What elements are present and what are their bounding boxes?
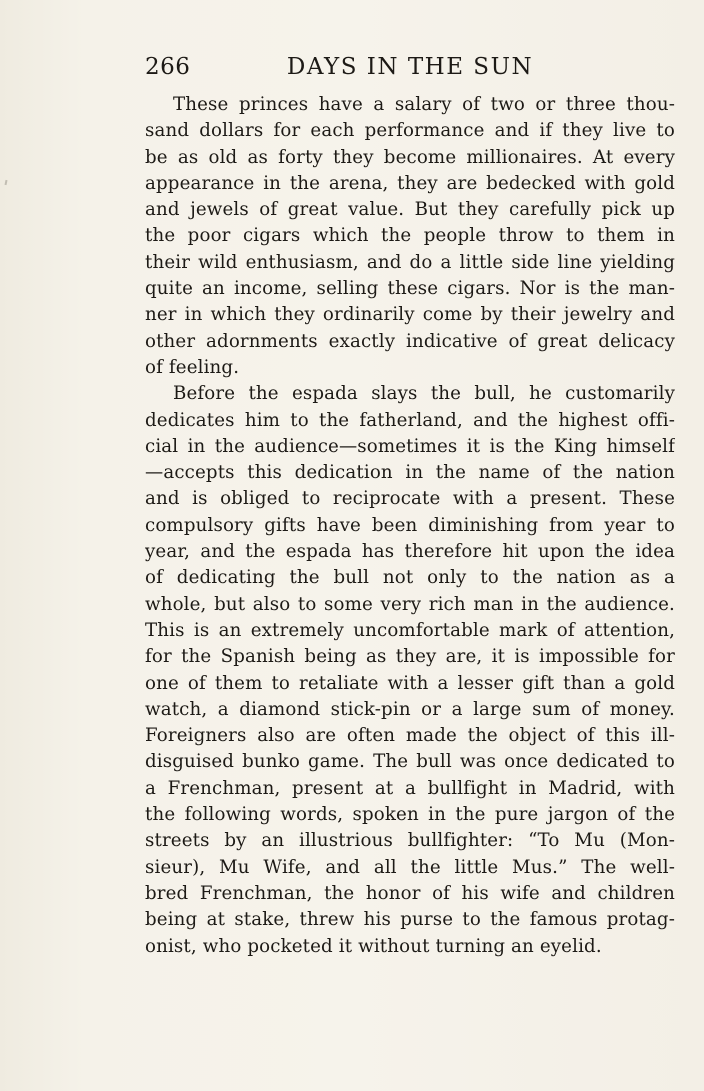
text-line: streets by an illustrious bullfighter: “To Mu (Mon- [145,830,675,852]
text-line: sand dollars for each performance and if they live to [145,120,675,142]
text-line: appearance in the arena, they are bedecked with gold [145,172,675,194]
text-line: cial in the audience—sometimes it is the King himself [145,435,675,457]
text-line: being at stake, threw his purse to the famous protag- [145,909,675,931]
text-line: onist, who pocketed it without turning an eyelid. [145,935,602,957]
text-line: for the Spanish being as they are, it is impossible for [145,646,675,668]
text-line: other adornments exactly indicative of great delicacy [145,330,675,352]
paragraph-2 [145,381,675,960]
text-line: be as old as forty they become millionaires. At every [145,146,675,168]
text-line: the poor cigars which the people throw to them in [145,225,675,247]
text-line: quite an income, selling these cigars. Nor is the man- [145,278,675,300]
text-line: Foreigners also are often made the object of this ill- [145,725,675,747]
text-line: their wild enthusiasm, and do a little side line yielding [145,251,675,273]
running-title: DAYS IN THE SUN [286,54,534,80]
text-line: —accepts this dedication in the name of the nation [145,462,675,484]
text-line: of feeling. [145,356,240,378]
text-line: ner in which they ordinarily come by their jewelry and [145,304,675,326]
text-line: watch, a diamond stick-pin or a large sum of money. [145,698,675,720]
text-line: of dedicating the bull not only to the nation as a [145,567,675,589]
text-line: bred Frenchman, the honor of his wife and children [145,882,675,904]
text-line: disguised bunko game. The bull was once dedicated to [145,751,675,773]
text-line: and jewels of great value. But they carefully pick up [145,199,675,221]
page-number: 266 [145,54,191,80]
page-mark [5,180,8,185]
text-line: compulsory gifts have been diminishing from year to [145,514,675,536]
text-line: and is obliged to reciprocate with a present. These [145,488,675,510]
text-line: one of them to retaliate with a lesser gift than a gold [145,672,675,694]
text-line: These princes have a salary of two or three thou- [173,94,675,115]
text-line: whole, but also to some very rich man in the audience. [145,593,675,615]
running-head [145,52,675,82]
paragraph-1 [145,92,675,381]
text-line: This is an extremely uncomfortable mark of attention, [145,619,675,641]
text-line: sieur), Mu Wife, and all the little Mus.” The well- [145,856,675,878]
text-line: Before the espada slays the bull, he customarily [173,383,675,405]
body-text [145,92,675,960]
text-line: dedicates him to the fatherland, and the highest offi- [145,409,675,431]
text-line: year, and the espada has therefore hit upon the idea [145,541,675,563]
text-line: a Frenchman, present at a bullfight in Madrid, with [145,777,675,799]
text-line: the following words, spoken in the pure jargon of the [145,804,675,826]
